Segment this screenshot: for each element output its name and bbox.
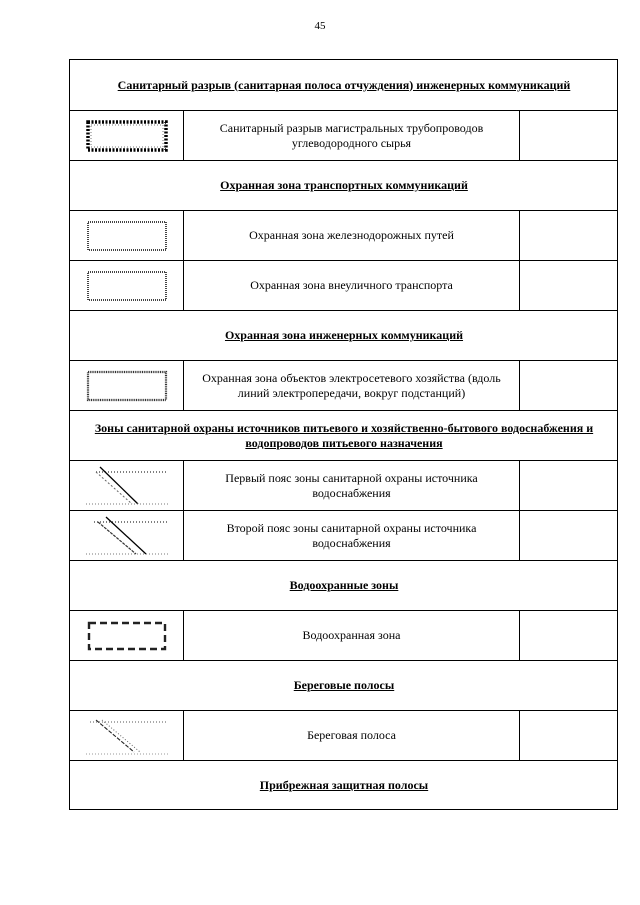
legend-row	[69, 110, 618, 160]
diagonal-lines-icon	[86, 516, 168, 556]
symbol-cell	[69, 510, 183, 560]
symbol-cell	[69, 210, 183, 260]
legend-label: Второй пояс зоны санитарной охраны источника водоснабжения	[183, 510, 519, 560]
legend-label: Охранная зона железнодорожных путей	[183, 210, 519, 260]
symbol-cell	[69, 460, 183, 510]
symbol-cell	[69, 110, 183, 160]
legend-label: Первый пояс зоны санитарной охраны источника водоснабжения	[183, 460, 519, 510]
legend-note	[519, 510, 618, 560]
section-header-coastal-protection: Прибрежная защитная полосы	[69, 760, 618, 810]
section-header-transport: Охранная зона транспортных коммуникаций	[69, 160, 618, 210]
legend-label: Береговая полоса	[183, 710, 519, 760]
section-header-shore: Береговые полосы	[69, 660, 618, 710]
legend-row	[69, 510, 618, 560]
dashed-rectangle-icon	[86, 620, 168, 652]
symbol-cell	[69, 610, 183, 660]
legend-row	[69, 460, 618, 510]
diagonal-lines-icon	[86, 466, 168, 506]
legend-label: Санитарный разрыв магистральных трубопроводов углеводородного сырья	[183, 110, 519, 160]
legend-note	[519, 460, 618, 510]
legend-label: Водоохранная зона	[183, 610, 519, 660]
legend-note	[519, 360, 618, 410]
legend-row	[69, 260, 618, 310]
legend-label: Охранная зона внеуличного транспорта	[183, 260, 519, 310]
symbol-cell	[69, 260, 183, 310]
diagonal-lines-icon	[86, 716, 168, 756]
legend-row	[69, 710, 618, 760]
legend-note	[519, 210, 618, 260]
legend-table	[69, 59, 618, 810]
symbol-cell	[69, 360, 183, 410]
section-header-engineering: Охранная зона инженерных коммуникаций	[69, 310, 618, 360]
dotted-rectangle-icon	[86, 220, 168, 252]
legend-label: Охранная зона объектов электросетевого хозяйства (вдоль линий электропередачи, вокруг подстанций)	[183, 360, 519, 410]
dotted-rectangle-icon	[86, 370, 168, 402]
section-header-water-protection: Зоны санитарной охраны источников питьевого и хозяйственно-бытового водоснабжения и водопроводов питьевого назначения	[69, 410, 618, 460]
section-header-sanitary-gap: Санитарный разрыв (санитарная полоса отчуждения) инженерных коммуникаций	[69, 59, 618, 110]
legend-row	[69, 360, 618, 410]
legend-row	[69, 210, 618, 260]
legend-note	[519, 260, 618, 310]
legend-note	[519, 710, 618, 760]
page-number: 45	[314, 20, 326, 32]
symbol-cell	[69, 710, 183, 760]
legend-note	[519, 610, 618, 660]
thick-dashed-rectangle-icon	[86, 120, 168, 152]
section-header-water-zones: Водоохранные зоны	[69, 560, 618, 610]
legend-row	[69, 610, 618, 660]
dotted-rectangle-icon	[86, 270, 168, 302]
legend-note	[519, 110, 618, 160]
